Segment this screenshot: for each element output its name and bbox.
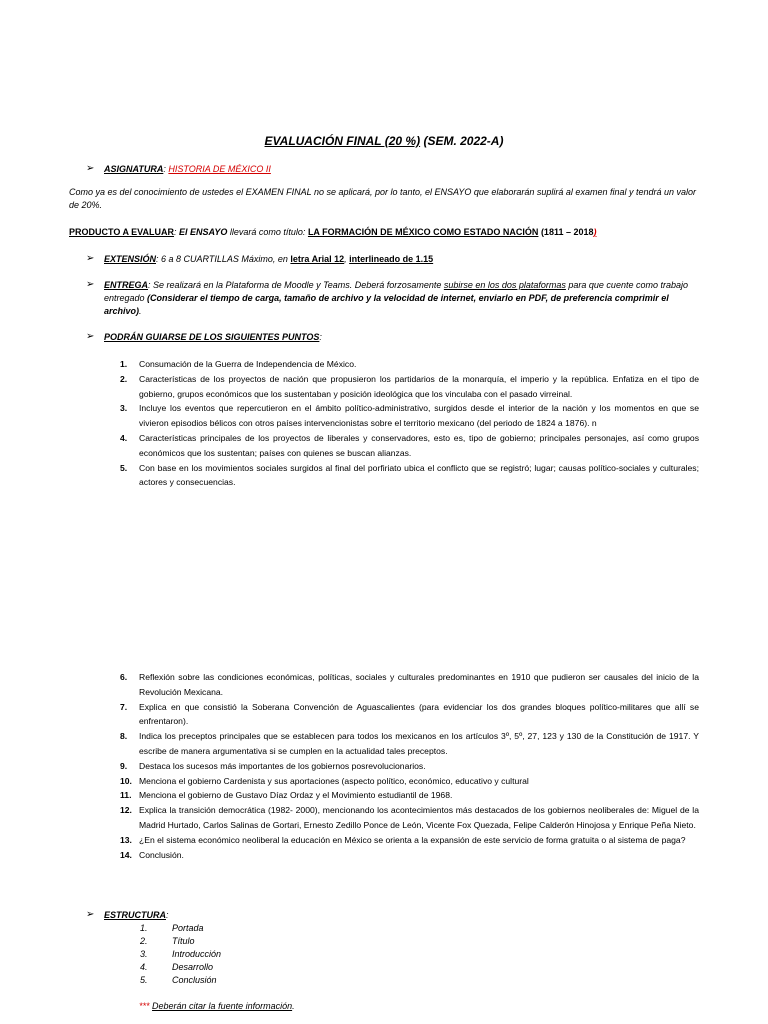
item-text: Características principales de los proyectos de liberales y conservadores, esto es, tipo de gobierno; principales personajes, así como grupos económicos que los sustentan; países con quienes se buscan alianzas.: [139, 432, 699, 458]
extension-line: [104, 253, 433, 266]
title-main: EVALUACIÓN FINAL (20 %): [264, 134, 421, 148]
item-text: Con base en los movimientos sociales surgidos al final del porfiriato ubica el conflicto que se registró; lugar; causas político-sociales y culturales; actores y consecuencias.: [139, 462, 699, 488]
list-item: [104, 774, 699, 789]
list-item: [140, 948, 221, 961]
producto-t1: :: [174, 227, 180, 237]
guia-sep: :: [319, 332, 322, 342]
note-stars: ***: [139, 1001, 150, 1011]
item-number: 4.: [140, 962, 148, 972]
item-number: 11.: [120, 790, 132, 801]
list-item: [140, 935, 221, 948]
points-list-b: [104, 670, 699, 862]
item-number: 5.: [120, 462, 128, 473]
item-number: 13.: [120, 834, 132, 845]
estructura-sep: :: [166, 910, 169, 920]
asignatura-value: HISTORIA DE MÉXICO II: [168, 164, 271, 174]
item-number: 1.: [120, 359, 128, 369]
estructura-label: ESTRUCTURA: [104, 910, 166, 920]
list-item: [104, 461, 699, 491]
item-number: 1.: [140, 923, 148, 933]
item-text: Menciona el gobierno Cardenista y sus aportaciones (aspecto político, económico, educativo y cultural: [139, 775, 529, 786]
item-number: 7.: [120, 701, 128, 712]
note-end: .: [292, 1001, 295, 1011]
item-number: 5.: [140, 975, 148, 985]
list-item: [104, 357, 699, 372]
arrow-bullet-icon: ➢: [86, 331, 95, 342]
list-item: [140, 922, 221, 935]
note-text: Deberán citar la fuente información: [152, 1001, 293, 1011]
arrow-bullet-icon: ➢: [86, 163, 95, 174]
producto-line: [69, 226, 699, 239]
item-text: Reflexión sobre las condiciones económicas, políticas, sociales y culturales predominantes en 1910 que pudieron ser causales del inicio de la Revolución Mexicana.: [139, 672, 699, 697]
arrow-bullet-icon: ➢: [86, 253, 95, 264]
item-text: Conclusión.: [139, 849, 184, 860]
estructura-line: [104, 909, 169, 922]
asignatura-label: ASIGNATURA: [104, 164, 164, 174]
item-text: Incluye los eventos que repercutieron en el ámbito político-administrativo, surgidos desde el interior de la nación y los momentos en que se vivieron episodios bélicos con otros países intervencionistas sobre el territorio mexicano (del periodo de 1824 a 1876). n: [139, 403, 699, 429]
extension-t1: : 6 a 8 CUARTILLAS Máximo, en: [156, 254, 291, 264]
list-item: [104, 759, 699, 774]
asignatura-line: [104, 163, 271, 176]
list-item: [104, 729, 699, 759]
list-item: [104, 833, 699, 848]
extension-label: EXTENSIÓN: [104, 254, 157, 264]
extension-spacing: interlineado de 1.15: [349, 254, 434, 264]
guia-line: [104, 331, 322, 344]
entrega-label: ENTREGA: [104, 280, 149, 290]
guia-label: PODRÁN GUIARSE DE LOS SIGUIENTES PUNTOS: [104, 332, 320, 342]
item-text: ¿En el sistema económico neoliberal la educación en México se orienta a la expansión de este servicio de forma gratuita o al sistema de paga?: [139, 834, 686, 845]
list-item: [104, 670, 699, 700]
producto-t3: llevará como título:: [227, 227, 308, 237]
producto-period: (1811 – 2018: [538, 227, 594, 237]
citation-note: [139, 1001, 295, 1011]
item-text: Portada: [172, 923, 204, 933]
entrega-considerations: (Considerar el tiempo de carga, tamaño de archivo y la velocidad de internet, enviarlo en PDF, de preferencia comprimir el archivo): [104, 293, 669, 316]
list-item: [104, 431, 699, 461]
item-number: 14.: [120, 849, 132, 860]
item-text: Explica en que consistió la Soberana Convención de Aguascalientes (para evidenciar los dos grandes bloques político-militares que allí se enfrentaron).: [139, 701, 699, 727]
points-list-a: [104, 357, 699, 490]
item-text: Desarrollo: [172, 962, 214, 972]
list-item: [104, 700, 699, 730]
entrega-t1: : Se realizará en la Plataforma de Moodle y Teams. Deberá forzosamente: [148, 280, 444, 290]
item-text: Consumación de la Guerra de Independencia de México.: [139, 359, 357, 369]
item-text: Introducción: [172, 949, 222, 959]
arrow-bullet-icon: ➢: [86, 279, 95, 290]
list-item: [104, 788, 699, 803]
item-number: 3.: [140, 949, 148, 959]
title-rest: (SEM. 2022-A): [420, 134, 504, 148]
list-item: [140, 974, 221, 987]
item-text: Menciona el gobierno de Gustavo Díaz Ordaz y el Movimiento estudiantil de 1968.: [139, 790, 453, 801]
list-item: [104, 372, 699, 402]
item-number: 12.: [120, 805, 132, 816]
item-text: Características de los proyectos de nación que propusieron los partidarios de la monarquía, el imperio y la república. Enfatiza en el tipo de gobierno, grupos económicos que los sustentaban y posición ideológica que los vinculaba con el pasado virreinal.: [139, 373, 699, 399]
item-number: 8.: [120, 731, 128, 742]
item-number: 3.: [120, 403, 128, 414]
item-text: Explica la transición democrática (1982- 2000), mencionando los acontecimientos más destacados de los gobiernos neoliberales de: Miguel de la Madrid Hurtado, Carlos Salinas de Gortari, Ernesto Zedillo Ponce de León, Vicente Fox Quezada, Felipe Calderón Hinojosa y Enrique Peña Nieto.: [139, 805, 699, 830]
producto-title: LA FORMACIÓN DE MÉXICO COMO ESTADO NACIÓN: [307, 227, 539, 237]
intro-paragraph: Como ya es del conocimiento de ustedes el EXAMEN FINAL no se aplicará, por lo tanto, el ENSAYO que elaborarán suplirá al examen final y tendrá un valor de 20%.: [69, 187, 697, 210]
item-number: 10.: [120, 775, 132, 786]
extension-t3: ,: [344, 254, 350, 264]
list-item: [104, 848, 699, 863]
entrega-t3: para que cuente como trabajo entregado: [104, 280, 688, 303]
producto-t2: El ENSAYO: [179, 227, 228, 237]
item-text: Título: [172, 936, 195, 946]
item-text: Conclusión: [172, 975, 217, 985]
estructura-list: [140, 922, 221, 987]
list-item: [104, 401, 699, 431]
list-item: [140, 961, 221, 974]
item-text: Destaca los sucesos más importantes de los gobiernos posrevolucionarios.: [139, 760, 426, 771]
arrow-bullet-icon: ➢: [86, 909, 95, 920]
item-number: 4.: [120, 432, 128, 443]
entrega-platforms: subirse en los dos plataformas: [443, 280, 566, 290]
item-number: 2.: [140, 936, 148, 946]
entrega-t5: .: [139, 306, 142, 316]
item-text: Indica los preceptos principales que se establecen para todos los mexicanos en los artículos 3º, 5º, 27, 123 y 130 de la Constitución de 1917. Y escribe de manera argumentativa si se cumplen en la actualidad tales preceptos.: [139, 731, 699, 756]
document-title: [0, 134, 768, 148]
extension-font: letra Arial 12: [290, 254, 345, 264]
entrega-line: [104, 279, 699, 318]
list-item: [104, 803, 699, 833]
producto-label: PRODUCTO A EVALUAR: [69, 227, 175, 237]
asignatura-sep: :: [163, 164, 169, 174]
item-number: 2.: [120, 373, 128, 384]
item-number: 9.: [120, 760, 128, 771]
item-number: 6.: [120, 672, 128, 682]
producto-paren: ): [593, 227, 597, 237]
